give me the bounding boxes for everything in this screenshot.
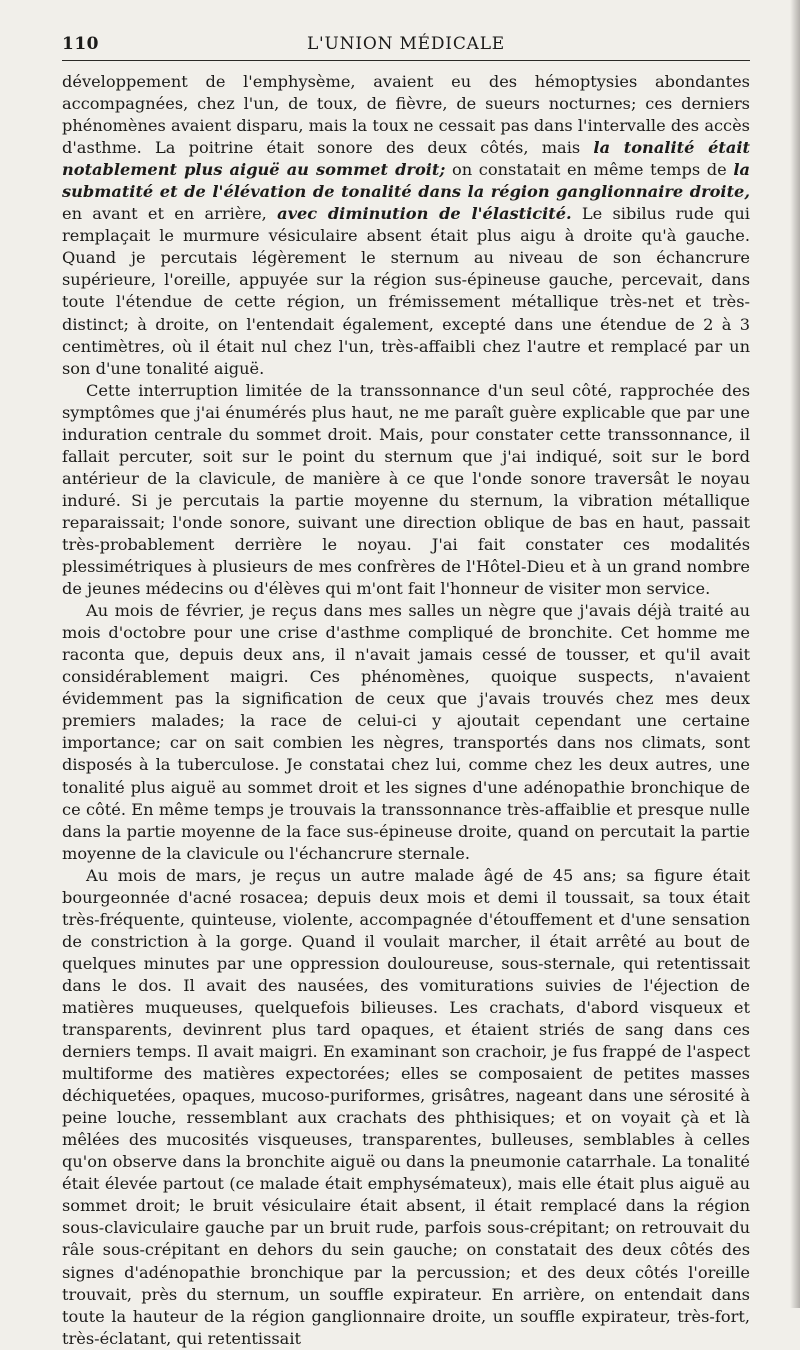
paragraph-1-emphasis-c: avec diminution de l'élasticité. [277, 204, 572, 224]
paragraph-1-text-c: en avant et en arrière, [62, 204, 278, 224]
running-head [62, 30, 750, 61]
paragraph-1-emphasis-a: la tonalité était notablement plus aiguë au sommet droit; [62, 138, 750, 180]
journal-title: L'UNION MÉDICALE [306, 34, 506, 54]
paragraph-4: Au mois de mars, je reçus un autre malade âgé de 45 ans; sa figure était bourgeonnée d'acné rosacea; depuis deux mois et demi il toussait, sa toux était très-fréquente, quinteuse, violente, accompagnée d'étouffement et d'une sensation de constriction à la gorge. Quand il voulait marcher, il était arrêté au bout de quelques minutes par une oppression douloureuse, sous-sternale, qui retentissait dans le dos. Il avait des nausées, des vomiturations suivies de l'éjection de matières muqueuses, quelquefois bilieuses. Les crachats, d'abord visqueux et transparents, devinrent plus tard opaques, et étaient striés de sang dans ces derniers temps. Il avait maigri. En examinant son crachoir, je fus frappé de l'aspect multiforme des matières expectorées; elles se composaient de petites masses déchiquetées, opaques, mucoso-puriformes, grisâtres, nageant dans une sérosité à peine louche, ressemblant aux crachats des phthisiques; et on voyait çà et là mêlées des mucosités visqueuses, transparentes, bulleuses, semblables à celles qu'on observe dans la bronchite aiguë ou dans la pneumonie catarrhale. La tonalité était élevée partout (ce malade était emphysémateux), mais elle était plus aiguë au sommet droit; le bruit vésiculaire était absent, il était remplacé dans la région sous-claviculaire gauche par un bruit rude, parfois sous-crépitant; on retrouvait du râle sous-crépitant en dehors du sein gauche; on constatait des deux côtés des signes d'adénopathie bronchique par la percussion; et des deux côtés l'oreille trouvait, près du sternum, un souffle expirateur. En arrière, on entendait dans toute la hauteur de la région ganglionnaire droite, un souffle expirateur, très-fort, très-éclatant, qui retentissait [62, 865, 750, 1348]
body-text [62, 71, 750, 1350]
paragraph-1-text-b: on constatait en même temps de [445, 160, 734, 180]
paragraph-1-emphasis-b: la submatité et de l'élévation de tonalité dans la région ganglionnaire droite, [62, 160, 750, 202]
paragraph-1-text-d: Le sibilus rude qui remplaçait le murmure vésiculaire absent était plus aigu à droite qu'à gauche. Quand je percutais légèrement le sternum au niveau de son échancrure supérieure, l'oreille, appuyée sur la région sus-épineuse gauche, percevait, dans toute l'étendue de cette région, un frémissement métallique très-net et très-distinct; à droite, on l'entendait également, excepté dans une étendue de 2 à 3 centimètres, où il était nul chez l'un, très-affaibli chez l'autre et remplacé par un son d'une tonalité aiguë. [62, 204, 750, 378]
paragraph-1 [62, 71, 750, 380]
paragraph-3: Au mois de février, je reçus dans mes salles un nègre que j'avais déjà traité au mois d'octobre pour une crise d'asthme compliqué de bronchite. Cet homme me raconta que, depuis deux ans, il n'avait jamais cessé de tousser, et qu'il avait considérablement maigri. Ces phénomènes, quoique suspects, n'avaient évidemment pas la signification de ceux que j'avais trouvés chez mes deux premiers malades; la race de celui-ci y ajoutait cependant une certaine importance; car on sait combien les nègres, transportés dans nos climats, sont disposés à la tuberculose. Je constatai chez lui, comme chez les deux autres, une tonalité plus aiguë au sommet droit et les signes d'une adénopathie bronchique de ce côté. En même temps je trouvais la transsonnance très-affaiblie et presque nulle dans la partie moyenne de la face sus-épineuse droite, quand on percutait la partie moyenne de la clavicule ou l'échancrure sternale. [62, 601, 750, 863]
page-edge-shadow [790, 0, 800, 1308]
paragraph-1-text-a: développement de l'emphysème, avaient eu des hémoptysies abondantes accompagnées, chez l'un, de toux, de fièvre, de sueurs nocturnes; ces derniers phénomènes avaient disparu, mais la toux ne cessait pas dans l'intervalle des accès d'asthme. La poitrine était sonore des deux côtés, mais [62, 72, 750, 158]
paragraph-2: Cette interruption limitée de la transsonnance d'un seul côté, rapprochée des symptômes que j'ai énumérés plus haut, ne me paraît guère explicable que par une induration centrale du sommet droit. Mais, pour constater cette transsonnance, il fallait percuter, soit sur le point du sternum que j'ai indiqué, soit sur le bord antérieur de la clavicule, de manière à ce que l'onde sonore traversât le noyau induré. Si je percutais la partie moyenne du sternum, la vibration métallique reparaissait; l'onde sonore, suivant une direction oblique de bas en haut, passait très-probablement derrière le noyau. J'ai fait constater ces modalités plessimétriques à plusieurs de mes confrères de l'Hôtel-Dieu et à un grand nombre de jeunes médecins ou d'élèves qui m'ont fait l'honneur de visiter mon service. [62, 380, 750, 599]
page-number: 110 [62, 34, 99, 54]
